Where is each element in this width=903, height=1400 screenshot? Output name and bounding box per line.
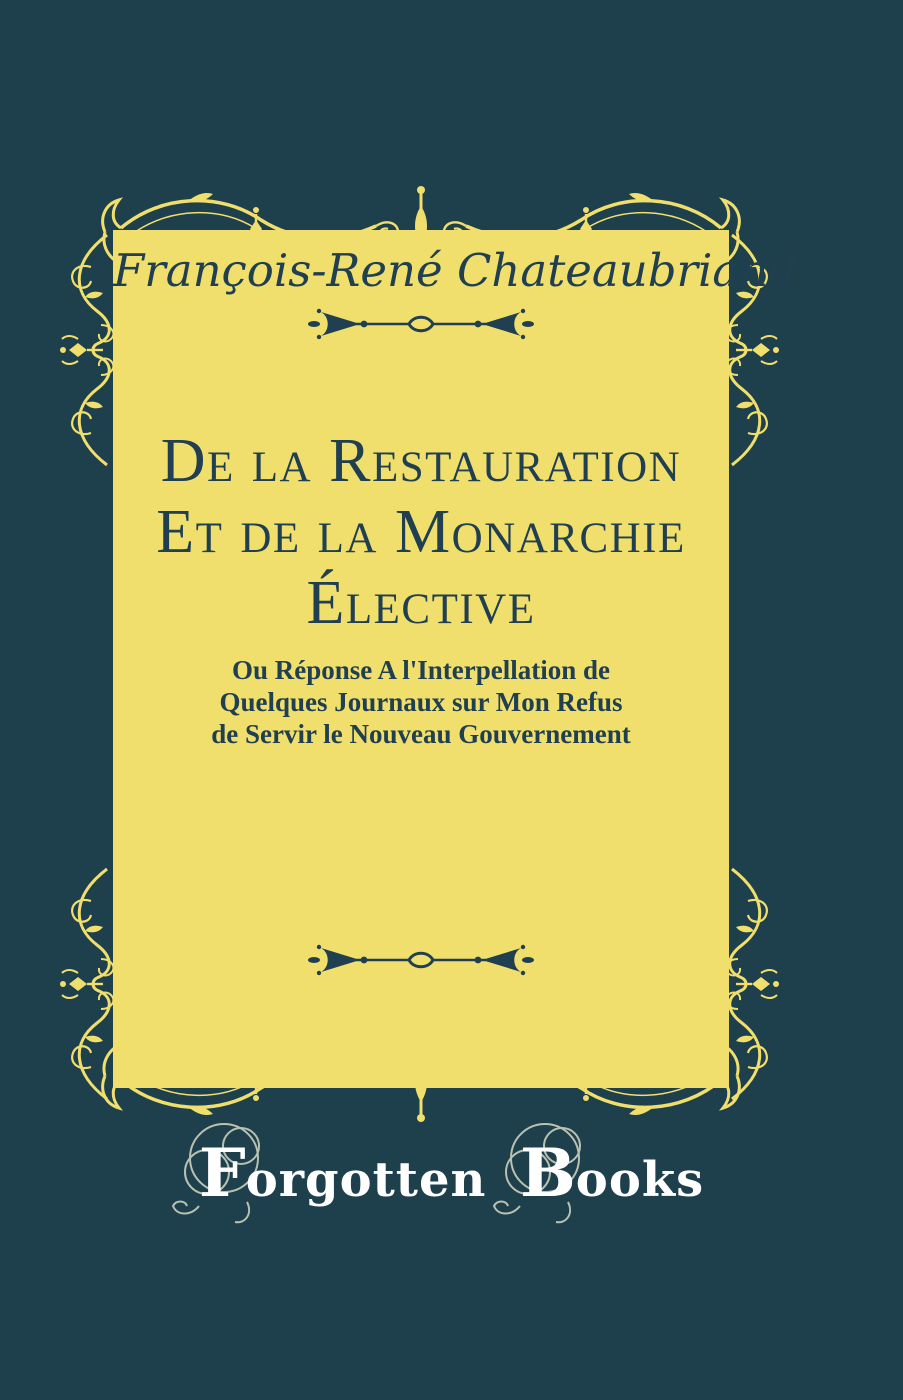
divider-ornament-upper-icon	[306, 306, 536, 342]
cover-content	[113, 230, 798, 1088]
logo-word-books	[520, 1134, 704, 1212]
title-line-2: Et de la Monarchie	[156, 498, 686, 566]
logo-initial: B	[520, 1134, 576, 1212]
subtitle-line-2: Quelques Journaux sur Mon Refus	[219, 687, 623, 717]
logo-word-rest: ooks	[575, 1152, 705, 1208]
logo-initial: F	[198, 1134, 246, 1212]
logo-word-rest: orgotten	[245, 1152, 487, 1208]
publisher-logo	[0, 1134, 903, 1212]
author-name: François-René Chateaubriand	[113, 244, 798, 297]
divider-ornament-lower-icon	[306, 942, 536, 978]
book-subtitle	[113, 654, 729, 750]
side-flourish-left-bottom-icon	[57, 866, 121, 1101]
subtitle-line-3: de Servir le Nouveau Gouvernement	[211, 719, 631, 749]
subtitle-line-1: Ou Réponse A l'Interpellation de	[231, 655, 611, 685]
logo-word-forgotten	[199, 1134, 487, 1212]
side-flourish-left-top-icon	[57, 233, 121, 468]
title-line-3: Élective	[306, 569, 536, 637]
book-title	[113, 426, 729, 639]
title-line-1: De la Restauration	[160, 427, 682, 495]
